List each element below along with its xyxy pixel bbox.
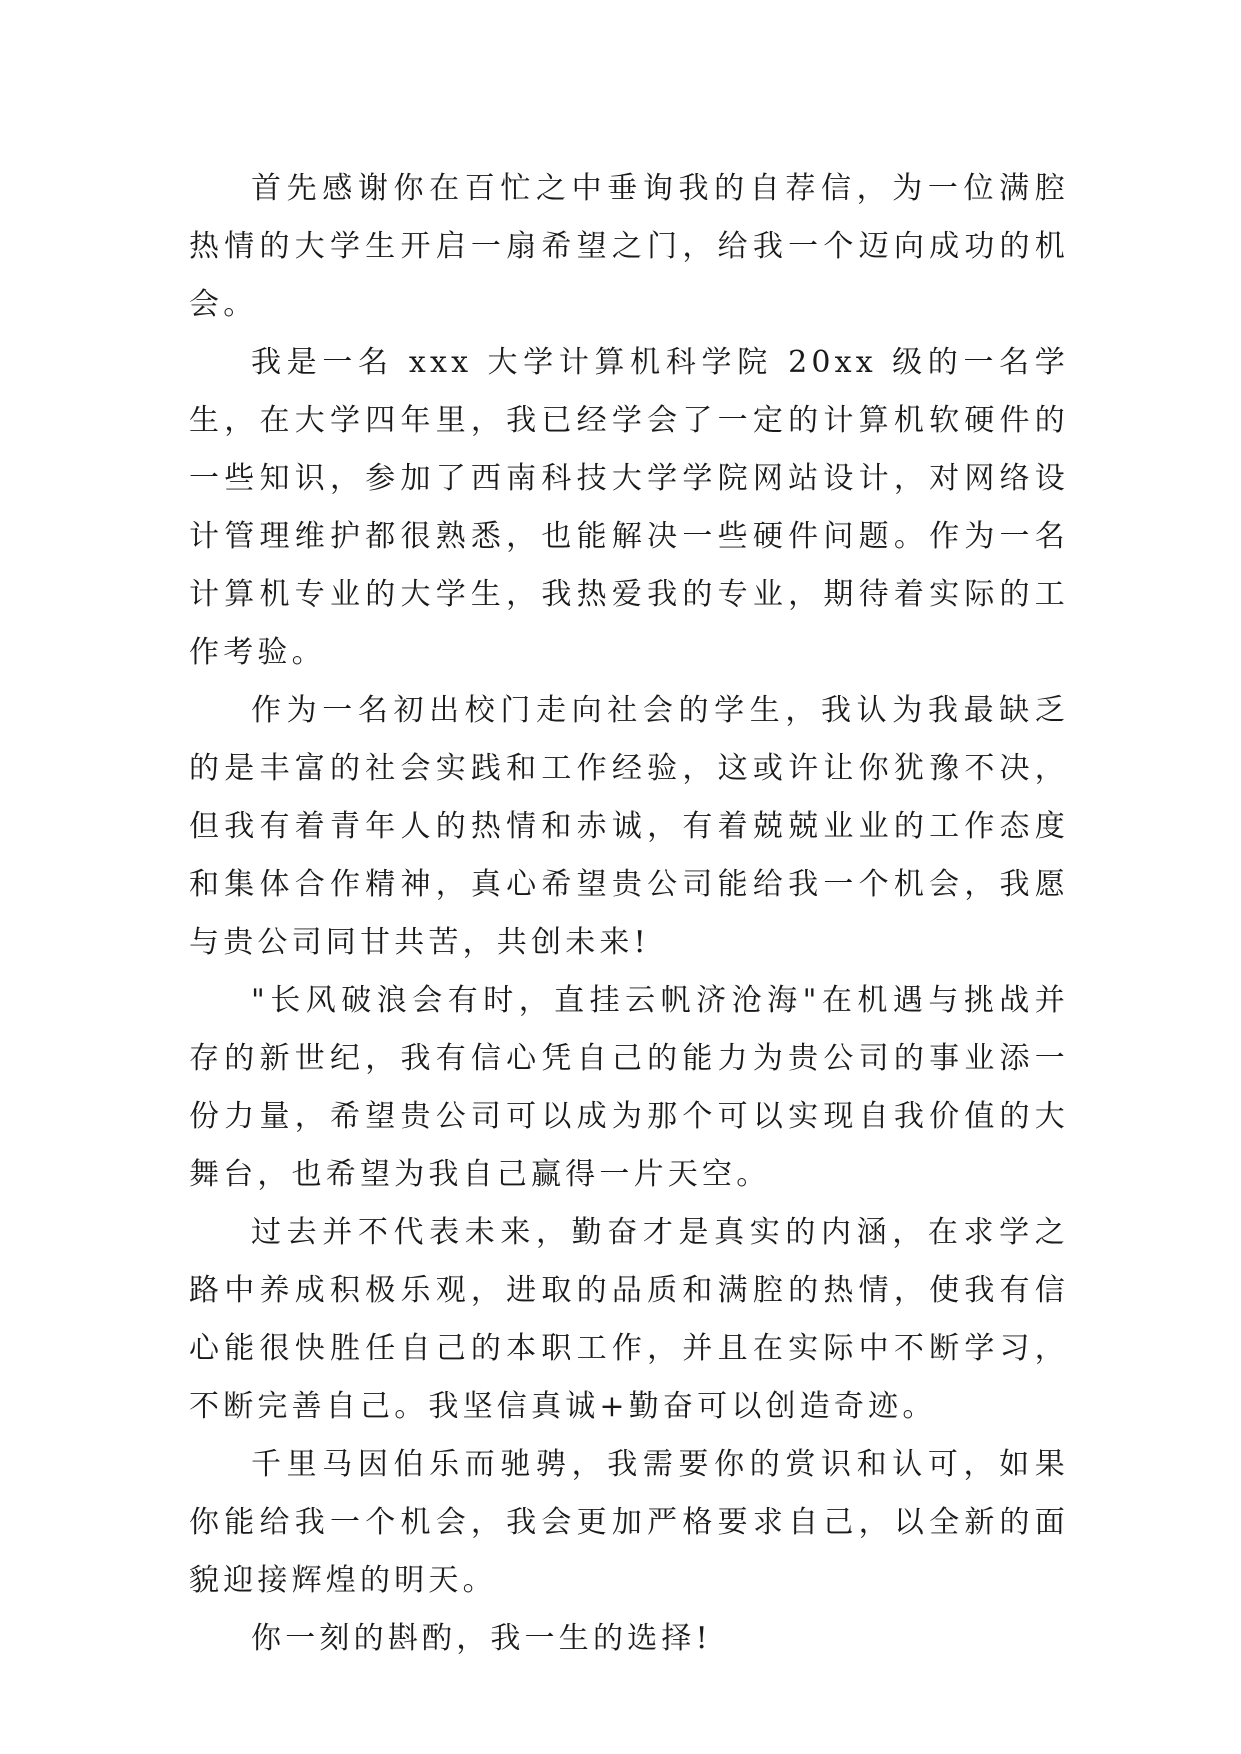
paragraph-6: 千里马因伯乐而驰骋，我需要你的赏识和认可，如果你能给我一个机会，我会更加严格要求自己，以全新的面貌迎接辉煌的明天。 [189, 1447, 1069, 1598]
paragraph-5: 过去并不代表未来，勤奋才是真实的内涵，在求学之路中养成积极乐观，进取的品质和满腔的热情，使我有信心能很快胜任自己的本职工作，并且在实际中不断学习，不断完善自己。我坚信真诚+勤奋可以创造奇迹。 [189, 1215, 1069, 1424]
paragraph-2: 我是一名 xxx 大学计算机科学院 20xx 级的一名学生，在大学四年里，我已经学会了一定的计算机软硬件的一些知识，参加了西南科技大学学院网站设计，对网络设计管理维护都很熟悉，也能解决一些硬件问题。作为一名计算机专业的大学生，我热爱我的专业，期待着实际的工作考验。 [189, 345, 1069, 670]
paragraph-3: 作为一名初出校门走向社会的学生，我认为我最缺乏的是丰富的社会实践和工作经验，这或许让你犹豫不决，但我有着青年人的热情和赤诚，有着兢兢业业的工作态度和集体合作精神，真心希望贵公司能给我一个机会，我愿与贵公司同甘共苦，共创未来! [189, 693, 1069, 960]
paragraph-7: 你一刻的斟酌，我一生的选择! [251, 1621, 712, 1656]
paragraph-4: "长风破浪会有时，直挂云帆济沧海"在机遇与挑战并存的新世纪，我有信心凭自己的能力为贵公司的事业添一份力量，希望贵公司可以成为那个可以实现自我价值的大舞台，也希望为我自己赢得一片天空。 [189, 983, 1069, 1192]
paragraph-1: 首先感谢你在百忙之中垂询我的自荐信，为一位满腔热情的大学生开启一扇希望之门，给我一个迈向成功的机会。 [189, 171, 1069, 322]
letter-body [189, 160, 1069, 1668]
